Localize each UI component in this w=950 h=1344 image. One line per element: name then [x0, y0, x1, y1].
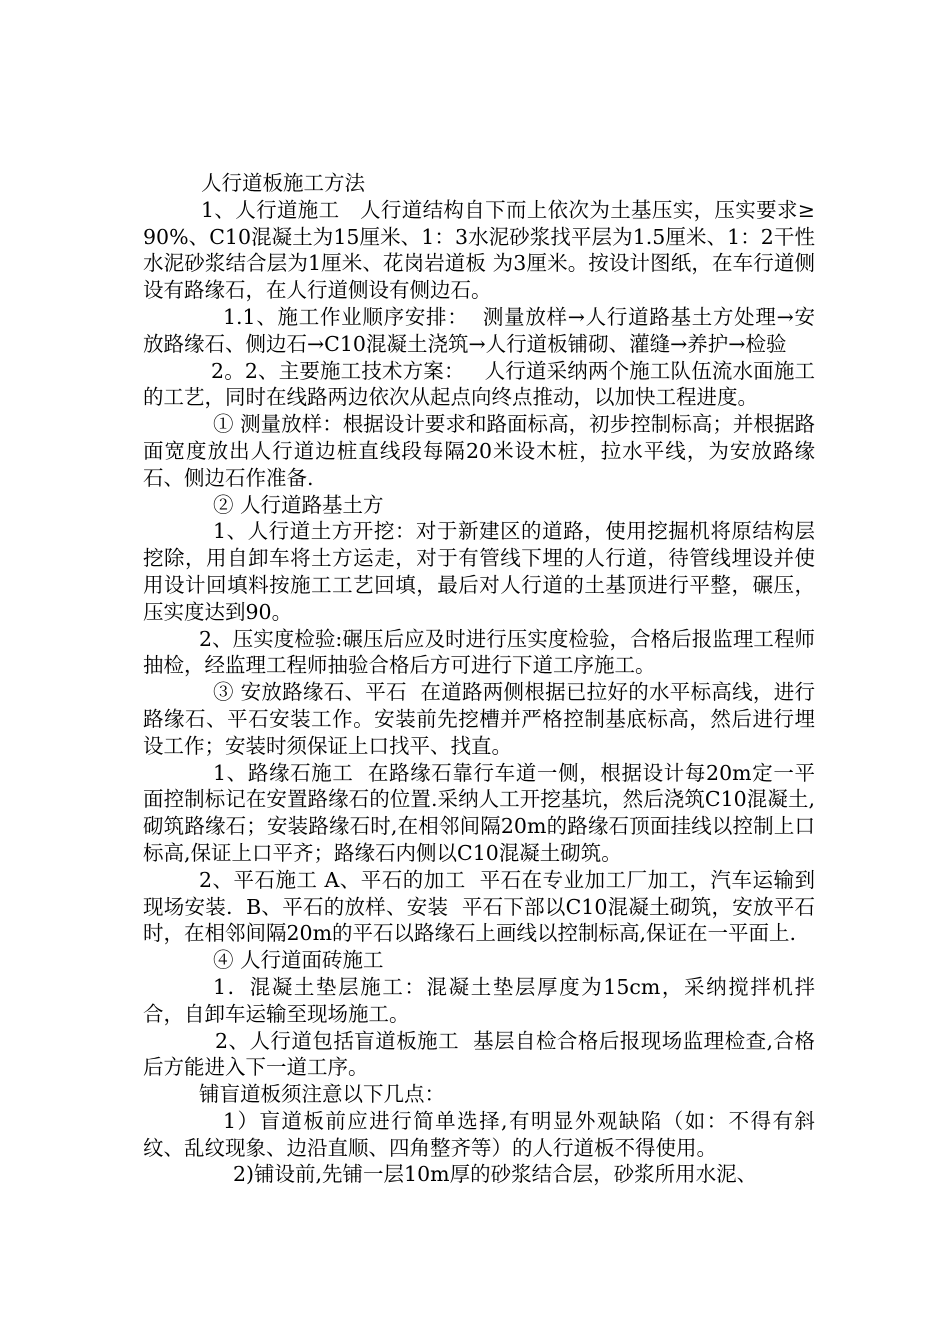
paragraph-concrete-cushion: 1．混凝土垫层施工：混凝土垫层厚度为15cm，采纳搅拌机拌合，自卸车运输至现场施工。 [143, 974, 815, 1026]
paragraph-note-2: 2)铺设前,先铺一层10m厚的砂浆结合层，砂浆所用水泥、 [233, 1162, 758, 1187]
document-title: 人行道板施工方法 [201, 171, 365, 195]
paragraph-work-sequence: 1.1、施工作业顺序安排： 测量放样→人行道路基土方处理→安放路缘石、侧边石→C10混凝土浇筑→人行道板铺砌、灌缝→养护→检验 [143, 304, 815, 356]
paragraph-curb-install: ③ 安放路缘石、平石 在道路两侧根据已拉好的水平标高线，进行路缘石、平石安装工作。安装前先挖槽并严格控制基底标高，然后进行埋设工作；安装时须保证上口找平、找直。 [143, 680, 815, 758]
paragraph-paving-heading: ④ 人行道面砖施工 [213, 948, 384, 973]
paragraph-notes-heading: 铺盲道板须注意以下几点： [199, 1082, 445, 1107]
paragraph-survey-layout: ① 测量放样：根据设计要求和路面标高，初步控制标高；并根据路面宽度放出人行道边桩直线段每隔20米设木桩，拉水平线，为安放路缘石、侧边石作准备. [143, 412, 815, 490]
paragraph-compaction-check: 2、压实度检验:碾压后应及时进行压实度检验，合格后报监理工程师抽检，经监理工程师抽验合格后方可进行下道工序施工。 [143, 626, 815, 678]
paragraph-flat-stone: 2、平石施工 A、平石的加工 平石在专业加工厂加工，汽车运输到现场安装. B、平石的放样、安装 平石下部以C10混凝土砌筑，安放平石时，在相邻间隔20m的平石以路缘石上画线以控制标高,保证在一平面上. [143, 867, 815, 946]
paragraph-technical-plan: 2。2、主要施工技术方案： 人行道采纳两个施工队伍流水面施工的工艺，同时在线路两边依次从起点向终点推动，以加快工程进度。 [143, 358, 815, 410]
paragraph-note-1: 1）盲道板前应进行简单选择,有明显外观缺陷（如：不得有斜纹、乱纹现象、边沿直顺、四角整齐等）的人行道板不得使用。 [143, 1108, 815, 1160]
paragraph-subgrade-heading: ② 人行道路基土方 [213, 492, 384, 517]
document-page [143, 170, 815, 1188]
paragraph-blind-path: 2、人行道包括盲道板施工 基层自检合格后报现场监理检查,合格后方能进入下一道工序。 [143, 1028, 815, 1080]
paragraph-sidewalk-construction: 1、人行道施工 人行道结构自下而上依次为土基压实，压实要求≥90%、C10混凝土为15厘米、1：3水泥砂浆找平层为1.5厘米、1：2干性水泥砂浆结合层为1厘米、花岗岩道板 为3厘米。按设计图纸，在车行道侧设有路缘石，在人行道侧设有侧边石。 [143, 197, 815, 303]
paragraph-earth-excavation: 1、人行道土方开挖：对于新建区的道路，使用挖掘机将原结构层挖除，用自卸车将土方运走，对于有管线下埋的人行道，待管线埋设并使用设计回填料按施工工艺回填，最后对人行道的土基顶进行平整，碾压，压实度达到90。 [143, 519, 815, 624]
paragraph-curb-construction: 1、路缘石施工 在路缘石靠行车道一侧，根据设计每20m定一平面控制标记在安置路缘石的位置.采纳人工开挖基坑，然后浇筑C10混凝土,砌筑路缘石；安装路缘石时,在相邻间隔20m的路缘石顶面挂线以控制上口标高,保证上口平齐；路缘石内侧以C10混凝土砌筑。 [143, 760, 815, 865]
